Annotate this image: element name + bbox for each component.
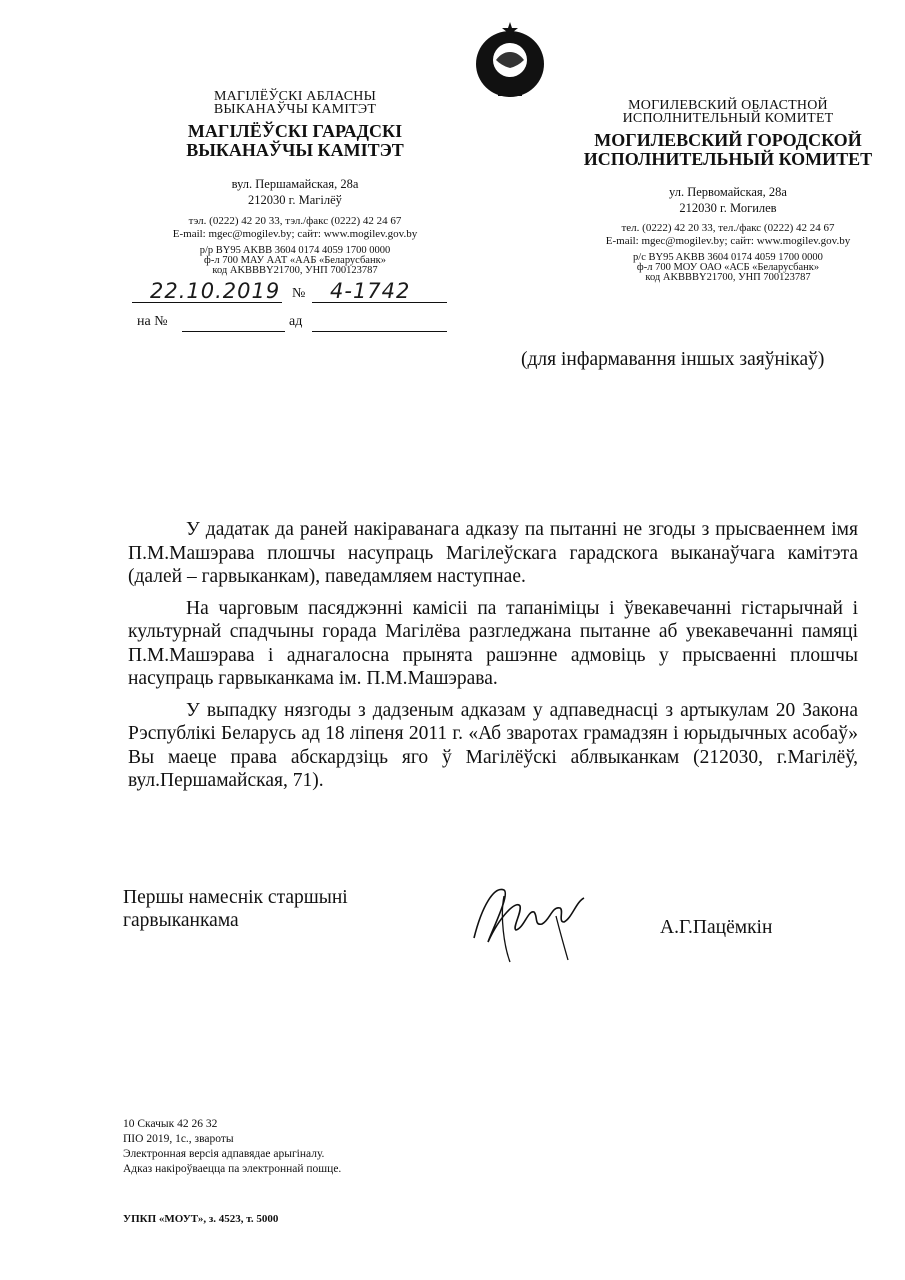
body-paragraph-3: У выпадку нязгоды з дадзеным адказам у адпаведнасці з артыкулам 20 Закона Рэспублікі Беларусь ад 18 ліпеня 2011 г. «Аб зваротах грамадзян і юрыдычных асобаў» Вы маеце права абскардзіць яго ў Магілёўскі аблвыканкам (212030, г.Магілёў, вул.Першамайская, 71). xyxy=(128,699,858,791)
footer-notes xyxy=(123,1117,341,1177)
position-line-1: Першы намеснік старшыні xyxy=(123,887,348,908)
bank-be-line3: код AKBBBY21700, УНП 700123787 xyxy=(212,265,378,276)
signatory-position xyxy=(123,886,348,932)
signatory-name: А.Г.Пацёмкін xyxy=(660,917,773,938)
ref-date-line xyxy=(312,311,447,332)
ref-label: на № xyxy=(137,314,168,329)
date-handwritten: 22.10.2019 xyxy=(150,279,281,303)
org-city-ru-line2: ИСПОЛНИТЕЛЬНЫЙ КОМИТЕТ xyxy=(583,149,873,169)
header-right xyxy=(573,99,883,283)
bank-ru-line2: ф-л 700 МОУ ОАО «АСБ «Беларусбанк» xyxy=(636,262,820,273)
org-city-ru-line1: МОГИЛЕВСКИЙ ГОРОДСКОЙ xyxy=(594,130,862,150)
number-label: № xyxy=(292,286,306,301)
address-city-be: 212030 г. Магілёў xyxy=(248,193,342,207)
address-city-ru: 212030 г. Могилев xyxy=(679,201,777,215)
org-oblast-be-line1: МАГІЛЁЎСКІ АБЛАСНЫ xyxy=(213,89,377,104)
org-city-be-line2: ВЫКАНАЎЧЫ КАМІТЭТ xyxy=(186,140,404,160)
addressee: (для інфармавання іншых заяўнікаў) xyxy=(521,349,825,370)
number-handwritten: 4-1742 xyxy=(330,279,411,303)
org-oblast-ru-line1: МОГИЛЕВСКИЙ ОБЛАСТНОЙ xyxy=(628,98,828,113)
address-street-ru: ул. Первомайская, 28а xyxy=(669,185,787,199)
letter-body xyxy=(128,518,858,801)
bank-ru-line1: р/с BY95 AKBB 3604 0174 4059 1700 0000 xyxy=(633,252,823,263)
handwritten-signature xyxy=(464,876,596,964)
print-info: УПКП «МОУТ», з. 4523, т. 5000 xyxy=(123,1213,279,1225)
email-be: E-mail: mgec@mogilev.by; сайт: www.mogilev.gov.by xyxy=(172,227,418,240)
footer-line-4: Адказ накіроўваецца па электроннай пошце. xyxy=(123,1163,342,1175)
position-line-2: гарвыканкама xyxy=(123,910,239,931)
org-oblast-ru-line2: ИСПОЛНИТЕЛЬНЫЙ КОМИТЕТ xyxy=(622,111,834,126)
state-emblem-icon xyxy=(468,16,552,100)
bank-ru-line3: код AKBBBY21700, УНП 700123787 xyxy=(645,272,811,283)
org-city-be-line1: МАГІЛЁЎСКІ ГАРАДСКІ xyxy=(187,121,403,141)
email-ru: E-mail: mgec@mogilev.by; сайт: www.mogilev.gov.by xyxy=(605,234,851,247)
number-line xyxy=(312,279,447,303)
footer-line-3: Электронная версія адпавядае арыгіналу. xyxy=(123,1148,325,1160)
footer-line-2: ПІО 2019, 1с., звароты xyxy=(123,1133,234,1145)
address-street-be: вул. Першамайская, 28а xyxy=(231,177,359,191)
date-line xyxy=(132,279,282,303)
bank-be-line2: ф-л 700 МАУ ААТ «ААБ «Беларусбанк» xyxy=(204,255,386,266)
body-paragraph-2: На чарговым пасяджэнні камісіі па тапаніміцы і ўвекавечанні гістарычнай і культурнай спадчыны горада Магілёва разгледжана пытанне аб увекавечанні памяці П.М.Машэрава і аднагалосна прынята рашэнне адмовіць у прысваенні плошчы насупраць гарвыканкама ім. П.М.Машэрава. xyxy=(128,597,858,689)
footer-line-1: 10 Скачык 42 26 32 xyxy=(123,1118,218,1130)
header-left xyxy=(140,90,450,276)
ref-number-line xyxy=(182,311,285,332)
phone-ru: тел. (0222) 42 20 33, тел./факс (0222) 42 24 67 xyxy=(621,222,835,234)
body-paragraph-1: У дадатак да раней накіраванага адказу па пытанні не згоды з прысваеннем імя П.М.Машэрава плошчы насупраць Магілеўскага гарадскога выканаўчага камітэта (далей – гарвыканкам), паведамляем наступнае. xyxy=(128,519,858,587)
org-oblast-be-line2: ВЫКАНАЎЧЫ КАМІТЭТ xyxy=(213,102,377,117)
phone-be: тэл. (0222) 42 20 33, тэл./факс (0222) 42 24 67 xyxy=(188,215,402,227)
ref-from-label: ад xyxy=(289,314,303,329)
bank-be-line1: р/р BY95 AKBB 3604 0174 4059 1700 0000 xyxy=(199,245,391,256)
